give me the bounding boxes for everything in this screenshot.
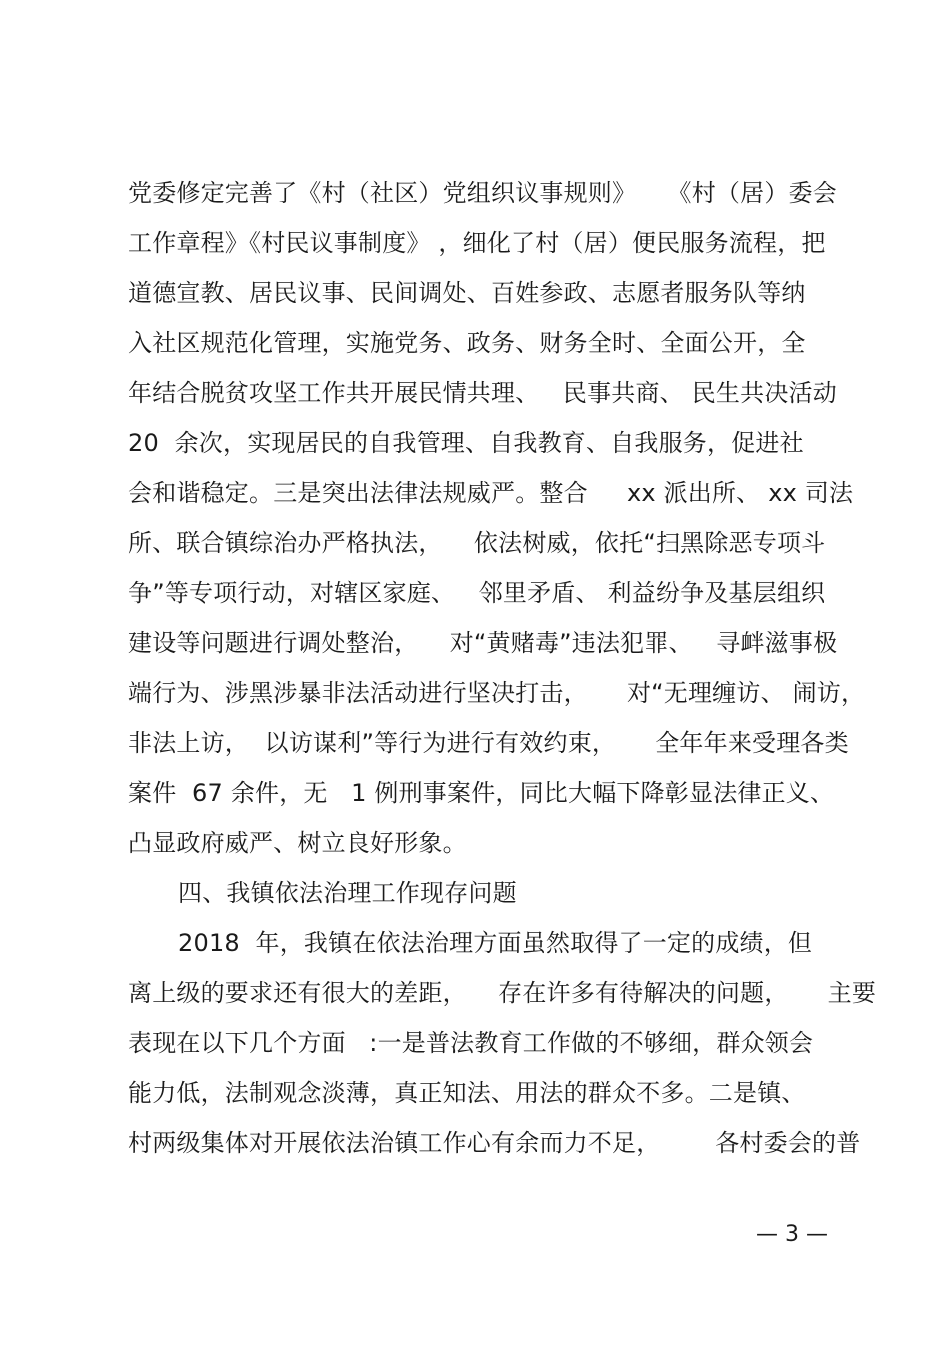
- paragraph1-line-5: 年结合脱贫攻坚工作共开展民情共理、 民事共商、 民生共决活动: [128, 379, 837, 407]
- paragraph1-line-14: 凸显政府威严、树立良好形象。: [128, 829, 467, 857]
- paragraph2-line-1: 2018 年，我镇在依法治理方面虽然取得了一定的成绩，但: [178, 929, 813, 957]
- paragraph1-line-13: 案件 67 余件，无 1 例刑事案件，同比大幅下降彰显法律正义、: [128, 779, 835, 807]
- paragraph1-line-3: 道德宣教、居民议事、民间调处、百姓参政、志愿者服务队等纳: [128, 279, 806, 307]
- paragraph1-line-6: 20 余次，实现居民的自我管理、自我教育、自我服务，促进社: [128, 429, 804, 457]
- paragraph1-line-7: 会和谐稳定。三是突出法律法规威严。整合 xx 派出所、 xx 司法: [128, 479, 854, 507]
- paragraph2-line-3: 表现在以下几个方面 :一是普法教育工作做的不够细，群众领会: [128, 1029, 814, 1057]
- paragraph1-line-8: 所、联合镇综治办严格执法， 依法树威，依托“扫黑除恶专项斗: [128, 529, 826, 557]
- paragraph1-line-12: 非法上访， 以访谋利”等行为进行有效约束， 全年年来受理各类: [128, 729, 849, 757]
- paragraph1-line-4: 入社区规范化管理，实施党务、政务、财务全时、全面公开，全: [128, 329, 806, 357]
- paragraph1-line-1: 党委修定完善了《村（社区）党组织议事规则》 《村（居）委会: [128, 179, 837, 207]
- paragraph1-line-9: 争”等专项行动，对辖区家庭、 邻里矛盾、 利益纷争及基层组织: [128, 579, 826, 607]
- paragraph2-line-2: 离上级的要求还有很大的差距， 存在许多有待解决的问题， 主要: [128, 979, 877, 1007]
- paragraph2-line-5: 村两级集体对开展依法治镇工作心有余而力不足， 各村委会的普: [128, 1129, 861, 1157]
- paragraph1-line-10: 建设等问题进行调处整治， 对“黄赌毒”违法犯罪、 寻衅滋事极: [128, 629, 838, 657]
- paragraph2-line-4: 能力低，法制观念淡薄，真正知法、用法的群众不多。二是镇、: [128, 1079, 806, 1107]
- paragraph1-line-2: 工作章程》《村民议事制度》 ，细化了村（居）便民服务流程，把: [128, 229, 826, 257]
- paragraph1-line-11: 端行为、涉黑涉暴非法活动进行坚决打击， 对“无理缠访、 闹访，: [128, 679, 866, 707]
- page-number: — 3 —: [756, 1222, 828, 1247]
- section-heading: 四、我镇依法治理工作现存问题: [178, 879, 517, 907]
